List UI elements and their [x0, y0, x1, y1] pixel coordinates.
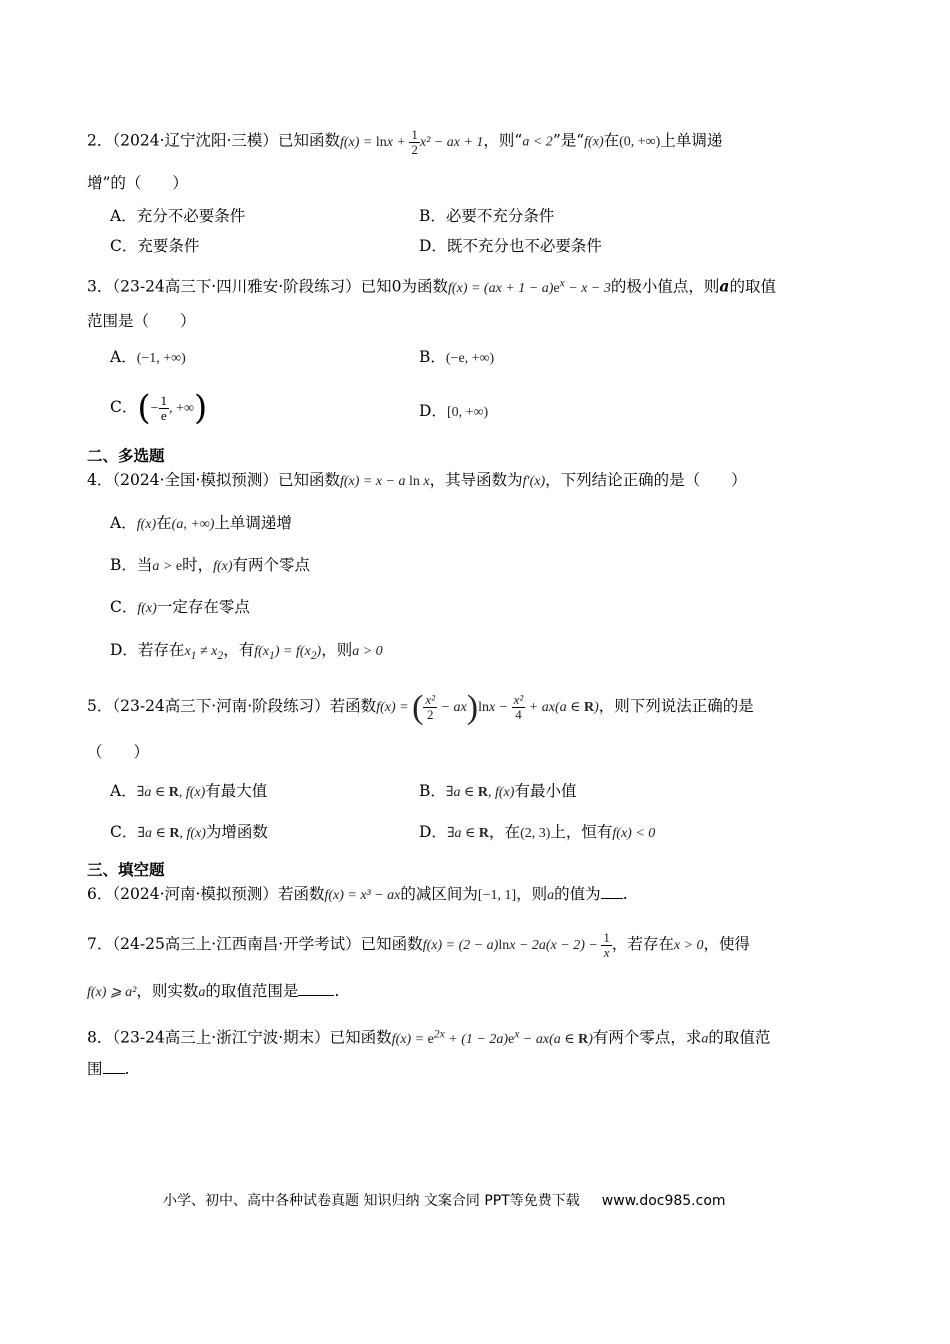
footer-text: 小学、初中、高中各种试卷真题 知识归纳 文案合同 PPT等免费下载 — [163, 1193, 580, 1209]
q5-source: （23-24高三下·河南·阶段练习） — [112, 697, 330, 715]
q4-option-c: C．f(x)一定存在零点 — [110, 598, 250, 616]
q8-line2: 围 . — [87, 1060, 130, 1078]
q7-function: f(x) = (2 − a)lnx − 2a(x − 2) − $\frac{1}{x}$ — [422, 930, 610, 961]
q2-option-b: B．必要不充分条件 — [419, 207, 555, 225]
q5-option-d: D．∃a ∈ R，在(2, 3)上，恒有f(x) < 0 — [419, 823, 656, 841]
q2-option-d: D．既不充分也不必要条件 — [419, 237, 602, 255]
q5-line1: 5．（23-24高三下·河南·阶段练习）若函数f(x) = ( $\frac{\text{x²}}{2}$ − ax)lnx − $\frac{\text{x²}}{4}$ + ax(a ∈ R)，则下列说法正确的是 — [87, 688, 754, 726]
q4-option-b: B．当a > e时，f(x)有两个零点 — [110, 556, 311, 574]
q8-line1: 8．（23-24高三上·浙江宁波·期末）已知函数$f(x) = e^{2x} + (1 - 2a)e^x - ax(a$ ∈ R)有两个零点，求a的取值范 — [87, 1027, 771, 1047]
q3-option-d: D．[0, +∞) — [419, 402, 489, 420]
q4-option-a: A．f(x)在(a, +∞)上单调递增 — [110, 514, 292, 532]
q5-option-b: B．∃a ∈ R, f(x)有最小值 — [419, 782, 577, 800]
q8-source: （23-24高三上·浙江宁波·期末） — [112, 1028, 330, 1047]
q3-option-a: A．(−1, +∞) — [110, 348, 186, 366]
section-multiple-choice: 二、多选题 — [87, 447, 165, 465]
q6-source: （2024·河南·模拟预测） — [112, 885, 278, 903]
section-fill-in: 三、填空题 — [87, 861, 165, 879]
q3-option-b: B．(−e, +∞) — [419, 348, 495, 366]
q4-source: （2024·全国·模拟预测） — [112, 471, 278, 489]
footer-url[interactable]: www.doc985.com — [601, 1193, 726, 1209]
q5-option-c: C．∃a ∈ R, f(x)为增函数 — [110, 823, 268, 841]
q7-source: （24-25高三上·江西南昌·开学考试） — [112, 935, 361, 953]
q6-function: f(x) = x³ − ax — [324, 888, 401, 903]
q2-line1: 2．（2024·辽宁沈阳·三模）已知函数f(x) = lnx + $\frac{1}{2}$ x² − ax + 1，则“a < 2”是“f(x)在(0, +∞)上单调递 — [87, 127, 723, 157]
q2-source: （2024·辽宁沈阳·三模） — [112, 131, 278, 150]
q8-function: $f(x) = e^{2x} + (1 - 2a)e^x - ax(a$ ∈ R) — [391, 1027, 593, 1047]
q4-line1: 4．（2024·全国·模拟预测）已知函数f(x) = x − a ln x，其导函数为f′(x)，下列结论正确的是（ ） — [87, 471, 747, 489]
q7-answer-blank — [298, 981, 334, 996]
q4-function: f(x) = x − a ln x — [339, 474, 430, 489]
q3-line1: 3．（23-24高三下·四川雅安·阶段练习）已知0为函数$f(x) = (ax + 1 - a)e^x - x - 3$的极小值点，则a的取值 — [87, 276, 776, 296]
q5-line2: （ ） — [87, 743, 150, 761]
q2-option-a: A．充分不必要条件 — [110, 207, 246, 225]
q8-answer-blank — [103, 1059, 125, 1074]
q5-function: f(x) = ( $\frac{\text{x²}}{2}$ − ax)lnx − $\frac{\text{x²}}{4}$ + ax(a ∈ R) — [376, 688, 599, 726]
q2-option-c: C．充要条件 — [110, 237, 200, 255]
q7-line2: f(x) ⩾ a²，则实数a的取值范围是 . — [87, 982, 340, 1000]
q5-option-a: A．∃a ∈ R, f(x)有最大值 — [110, 782, 268, 800]
q6-answer-blank — [601, 884, 623, 899]
q3-source: （23-24高三下·四川雅安·阶段练习） — [112, 277, 361, 296]
q7-line1: 7．（24-25高三上·江西南昌·开学考试）已知函数f(x) = (2 − a)lnx − 2a(x − 2) − $\frac{1}{x}$ ，若存在x > 0，使得 — [87, 930, 751, 961]
q3-function: $f(x) = (ax + 1 - a)e^x - x - 3$ — [448, 276, 611, 296]
q2-function: f(x) = lnx + $\frac{1}{2}$ x² − ax + 1 — [339, 127, 484, 157]
page-footer — [163, 1190, 726, 1210]
q3-line2: 范围是（ ） — [87, 312, 196, 330]
q2-line2: 增”的（ ） — [87, 174, 188, 192]
q6-line1: 6．（2024·河南·模拟预测）若函数f(x) = x³ − ax的减区间为[−1, 1]，则a的值为 . — [87, 885, 628, 903]
q4-option-d: D．若存在$x_1 \ne x_2$，有$f(x_1) = f(x_2)$，则a > 0 — [110, 641, 383, 662]
q3-option-c: C．(− $\frac{1}{e}$ , +∞) — [110, 388, 208, 428]
